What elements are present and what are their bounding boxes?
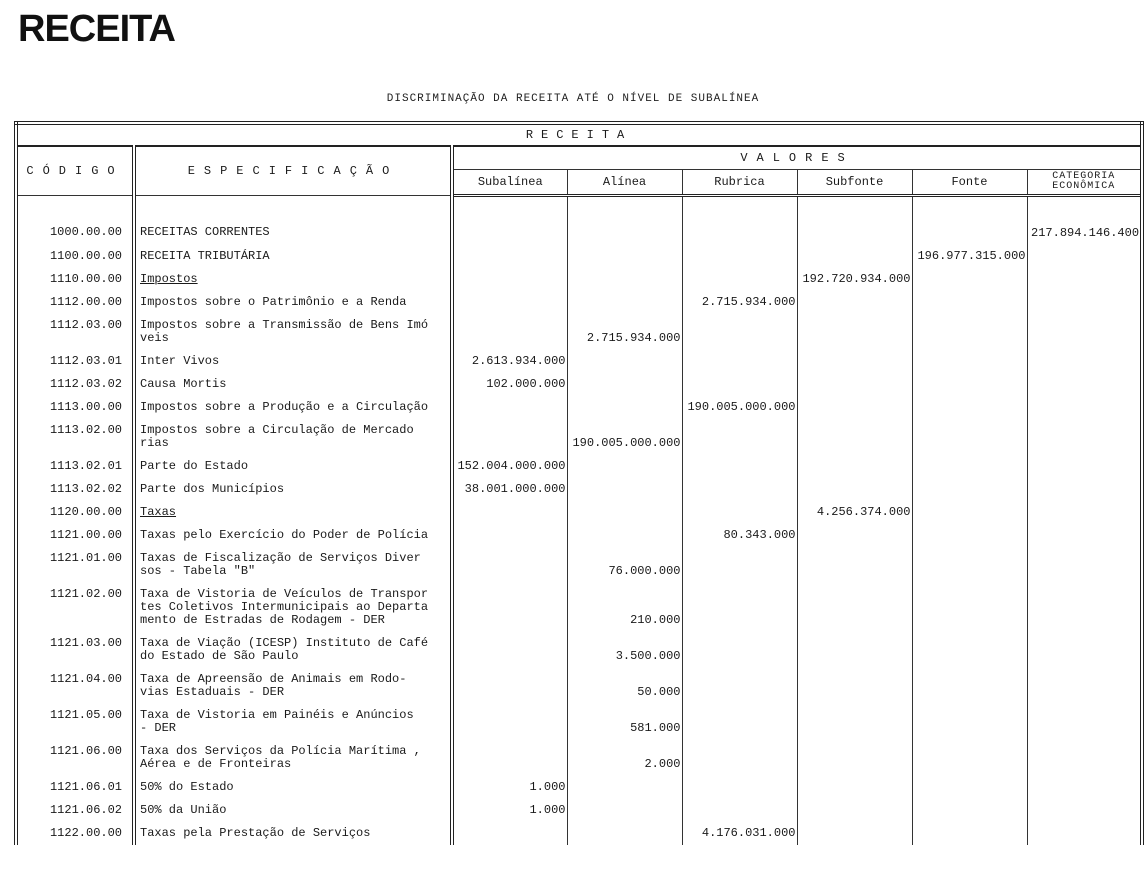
value-fonte bbox=[912, 314, 1027, 350]
spec-line: sos - Tabela "B" bbox=[140, 564, 256, 578]
value-alinea bbox=[567, 196, 682, 246]
value-fonte bbox=[912, 501, 1027, 524]
value-categoria bbox=[1027, 455, 1142, 478]
row-specification bbox=[134, 632, 452, 668]
value-alinea bbox=[567, 524, 682, 547]
row-code: 1113.02.02 bbox=[16, 478, 134, 501]
table-row bbox=[16, 632, 1142, 668]
value-rubrica bbox=[682, 799, 797, 822]
value-categoria bbox=[1027, 632, 1142, 668]
value-fonte bbox=[912, 396, 1027, 419]
spec-line: tes Coletivos Intermunicipais ao Departa bbox=[140, 600, 429, 614]
spec-line: Taxa de Apreensão de Animais em Rodo- bbox=[140, 672, 407, 686]
value-categoria bbox=[1027, 291, 1142, 314]
value-rubrica bbox=[682, 776, 797, 799]
value-fonte bbox=[912, 524, 1027, 547]
value-categoria bbox=[1027, 668, 1142, 704]
row-code: 1000.00.00 bbox=[16, 196, 134, 246]
value-alinea bbox=[567, 291, 682, 314]
alinea-column-header: Alínea bbox=[567, 170, 682, 196]
value-fonte bbox=[912, 668, 1027, 704]
row-code: 1122.00.00 bbox=[16, 822, 134, 845]
row-code: 1121.03.00 bbox=[16, 632, 134, 668]
value-subalinea bbox=[452, 501, 567, 524]
value-subfonte bbox=[797, 419, 912, 455]
value-subalinea bbox=[452, 314, 567, 350]
value-subalinea bbox=[452, 291, 567, 314]
row-code: 1121.05.00 bbox=[16, 704, 134, 740]
value-subfonte bbox=[797, 822, 912, 845]
value-fonte bbox=[912, 740, 1027, 776]
table-row bbox=[16, 396, 1142, 419]
value-alinea: 50.000 bbox=[567, 668, 682, 704]
row-code: 1112.00.00 bbox=[16, 291, 134, 314]
table-row bbox=[16, 196, 1142, 246]
value-subfonte bbox=[797, 291, 912, 314]
row-specification bbox=[134, 547, 452, 583]
spec-line: Inter Vivos bbox=[140, 354, 220, 368]
row-code: 1112.03.00 bbox=[16, 314, 134, 350]
table-row bbox=[16, 822, 1142, 845]
spec-line: Taxas bbox=[140, 505, 177, 519]
value-subalinea bbox=[452, 196, 567, 246]
spec-line: Impostos sobre a Produção e a Circulação bbox=[140, 400, 429, 414]
spec-line: Impostos bbox=[140, 272, 198, 286]
value-categoria: 217.894.146.400 bbox=[1031, 226, 1140, 240]
table-row bbox=[16, 455, 1142, 478]
row-code: 1112.03.01 bbox=[16, 350, 134, 373]
value-fonte: 196.977.315.000 bbox=[912, 245, 1027, 268]
value-rubrica bbox=[682, 245, 797, 268]
table-row bbox=[16, 583, 1142, 632]
spec-line: Impostos sobre a Transmissão de Bens Imó bbox=[140, 318, 429, 332]
value-subfonte bbox=[797, 799, 912, 822]
row-specification bbox=[134, 373, 452, 396]
value-rubrica bbox=[682, 547, 797, 583]
value-categoria bbox=[1027, 799, 1142, 822]
value-subalinea bbox=[452, 704, 567, 740]
value-subalinea bbox=[452, 268, 567, 291]
value-alinea bbox=[567, 396, 682, 419]
value-rubrica bbox=[682, 740, 797, 776]
table-row bbox=[16, 776, 1142, 799]
value-subalinea bbox=[452, 632, 567, 668]
spec-line: 50% do Estado bbox=[140, 780, 234, 794]
value-subalinea bbox=[452, 822, 567, 845]
row-code: 1112.03.02 bbox=[16, 373, 134, 396]
value-categoria bbox=[1027, 314, 1142, 350]
spec-line: Impostos sobre a Circulação de Mercado bbox=[140, 423, 414, 437]
value-subfonte bbox=[797, 245, 912, 268]
spec-line: - DER bbox=[140, 721, 177, 735]
value-categoria bbox=[1027, 373, 1142, 396]
spec-line: vias Estaduais - DER bbox=[140, 685, 285, 699]
value-alinea: 76.000.000 bbox=[567, 547, 682, 583]
spec-line: Taxa dos Serviços da Polícia Marítima , bbox=[140, 744, 421, 758]
value-alinea bbox=[567, 776, 682, 799]
spec-line: Taxa de Viação (ICESP) Instituto de Café bbox=[140, 636, 429, 650]
table-row bbox=[16, 668, 1142, 704]
value-rubrica bbox=[682, 501, 797, 524]
value-fonte bbox=[912, 350, 1027, 373]
value-subfonte bbox=[797, 478, 912, 501]
value-fonte bbox=[912, 196, 1027, 246]
value-subfonte bbox=[797, 455, 912, 478]
value-subalinea: 1.000 bbox=[452, 799, 567, 822]
value-alinea bbox=[567, 799, 682, 822]
row-code: 1110.00.00 bbox=[16, 268, 134, 291]
value-subalinea bbox=[452, 524, 567, 547]
value-subfonte bbox=[797, 704, 912, 740]
row-specification bbox=[134, 799, 452, 822]
row-specification bbox=[134, 455, 452, 478]
value-fonte bbox=[912, 632, 1027, 668]
spec-line: Taxa de Vistoria de Veículos de Transpor bbox=[140, 587, 429, 601]
value-alinea: 3.500.000 bbox=[567, 632, 682, 668]
value-subalinea bbox=[452, 245, 567, 268]
row-specification bbox=[134, 291, 452, 314]
row-specification bbox=[134, 314, 452, 350]
value-rubrica bbox=[682, 350, 797, 373]
spec-line: RECEITA TRIBUTÁRIA bbox=[140, 249, 270, 263]
value-subalinea: 2.613.934.000 bbox=[452, 350, 567, 373]
value-alinea bbox=[567, 350, 682, 373]
value-rubrica: 2.715.934.000 bbox=[682, 291, 797, 314]
value-categoria bbox=[1027, 776, 1142, 799]
subalinea-column-header: Subalínea bbox=[452, 170, 567, 196]
row-specification bbox=[134, 524, 452, 547]
value-subfonte bbox=[797, 196, 912, 246]
value-subfonte bbox=[797, 668, 912, 704]
row-code: 1113.00.00 bbox=[16, 396, 134, 419]
spec-line: Parte do Estado bbox=[140, 459, 249, 473]
value-alinea bbox=[567, 501, 682, 524]
value-fonte bbox=[912, 291, 1027, 314]
table-row bbox=[16, 799, 1142, 822]
spec-line: Causa Mortis bbox=[140, 377, 227, 391]
value-subalinea: 102.000.000 bbox=[452, 373, 567, 396]
value-rubrica: 80.343.000 bbox=[682, 524, 797, 547]
row-specification bbox=[134, 245, 452, 268]
values-header: VALORES bbox=[452, 146, 1142, 170]
row-specification bbox=[134, 704, 452, 740]
rubrica-column-header: Rubrica bbox=[682, 170, 797, 196]
table-row bbox=[16, 245, 1142, 268]
row-specification bbox=[134, 350, 452, 373]
fonte-column-header: Fonte bbox=[912, 170, 1027, 196]
value-alinea bbox=[567, 245, 682, 268]
value-subalinea bbox=[452, 547, 567, 583]
value-subalinea bbox=[452, 740, 567, 776]
table-row bbox=[16, 501, 1142, 524]
value-subalinea: 1.000 bbox=[452, 776, 567, 799]
row-code: 1121.00.00 bbox=[16, 524, 134, 547]
table-row bbox=[16, 314, 1142, 350]
row-specification bbox=[134, 419, 452, 455]
value-alinea: 2.715.934.000 bbox=[567, 314, 682, 350]
table-row bbox=[16, 419, 1142, 455]
spec-line: do Estado de São Paulo bbox=[140, 649, 299, 663]
receita-header: RECEITA bbox=[16, 123, 1142, 146]
value-fonte bbox=[912, 268, 1027, 291]
categoria-column-header: CATEGORIA ECONÔMICA bbox=[1027, 170, 1142, 196]
value-categoria bbox=[1027, 245, 1142, 268]
spec-line: RECEITAS CORRENTES bbox=[140, 225, 270, 239]
spec-line: mento de Estradas de Rodagem - DER bbox=[140, 613, 385, 627]
spec-line: Impostos sobre o Patrimônio e a Renda bbox=[140, 295, 407, 309]
value-rubrica bbox=[682, 455, 797, 478]
value-fonte bbox=[912, 799, 1027, 822]
value-rubrica bbox=[682, 668, 797, 704]
table-row bbox=[16, 547, 1142, 583]
value-subfonte bbox=[797, 547, 912, 583]
value-subfonte bbox=[797, 314, 912, 350]
value-rubrica: 4.176.031.000 bbox=[682, 822, 797, 845]
value-categoria bbox=[1027, 478, 1142, 501]
value-categoria bbox=[1027, 822, 1142, 845]
value-categoria bbox=[1027, 350, 1142, 373]
row-code: 1121.01.00 bbox=[16, 547, 134, 583]
row-specification bbox=[134, 478, 452, 501]
spec-line: Aérea e de Fronteiras bbox=[140, 757, 292, 771]
spec-column-header: ESPECIFICAÇÃO bbox=[134, 146, 452, 196]
value-subalinea bbox=[452, 396, 567, 419]
row-code: 1121.06.02 bbox=[16, 799, 134, 822]
value-alinea: 2.000 bbox=[567, 740, 682, 776]
value-subfonte: 4.256.374.000 bbox=[797, 501, 912, 524]
value-rubrica bbox=[682, 373, 797, 396]
value-rubrica bbox=[682, 196, 797, 246]
value-alinea bbox=[567, 373, 682, 396]
table-row bbox=[16, 373, 1142, 396]
row-code: 1113.02.01 bbox=[16, 455, 134, 478]
value-categoria bbox=[1027, 268, 1142, 291]
table-subtitle: DISCRIMINAÇÃO DA RECEITA ATÉ O NÍVEL DE SUBALÍNEA bbox=[386, 93, 760, 105]
value-fonte bbox=[912, 373, 1027, 396]
value-rubrica: 190.005.000.000 bbox=[682, 396, 797, 419]
value-categoria bbox=[1027, 740, 1142, 776]
row-code: 1121.02.00 bbox=[16, 583, 134, 632]
row-code: 1100.00.00 bbox=[16, 245, 134, 268]
value-subfonte bbox=[797, 632, 912, 668]
spec-line: Taxa de Vistoria em Painéis e Anúncios bbox=[140, 708, 414, 722]
value-categoria bbox=[1027, 396, 1142, 419]
table-row bbox=[16, 704, 1142, 740]
row-code: 1121.04.00 bbox=[16, 668, 134, 704]
value-rubrica bbox=[682, 478, 797, 501]
value-subalinea bbox=[452, 668, 567, 704]
value-alinea: 190.005.000.000 bbox=[567, 419, 682, 455]
value-subfonte bbox=[797, 524, 912, 547]
value-subfonte bbox=[797, 396, 912, 419]
value-alinea bbox=[567, 268, 682, 291]
page-title: RECEITA bbox=[18, 8, 175, 50]
value-subfonte bbox=[797, 373, 912, 396]
table-row bbox=[16, 524, 1142, 547]
value-categoria bbox=[1027, 419, 1142, 455]
value-categoria bbox=[1027, 583, 1142, 632]
revenue-table bbox=[14, 121, 1144, 845]
value-rubrica bbox=[682, 583, 797, 632]
spec-line: veis bbox=[140, 331, 169, 345]
value-fonte bbox=[912, 478, 1027, 501]
value-fonte bbox=[912, 776, 1027, 799]
row-specification bbox=[134, 396, 452, 419]
row-specification bbox=[134, 776, 452, 799]
value-subalinea: 38.001.000.000 bbox=[452, 478, 567, 501]
value-alinea bbox=[567, 455, 682, 478]
row-code: 1121.06.01 bbox=[16, 776, 134, 799]
table-row bbox=[16, 268, 1142, 291]
value-fonte bbox=[912, 547, 1027, 583]
row-specification bbox=[134, 668, 452, 704]
row-specification bbox=[134, 268, 452, 291]
table-row bbox=[16, 478, 1142, 501]
value-fonte bbox=[912, 822, 1027, 845]
value-rubrica bbox=[682, 268, 797, 291]
value-categoria bbox=[1027, 524, 1142, 547]
value-fonte bbox=[912, 419, 1027, 455]
table-row bbox=[16, 350, 1142, 373]
row-code: 1121.06.00 bbox=[16, 740, 134, 776]
value-categoria bbox=[1027, 704, 1142, 740]
value-fonte bbox=[912, 583, 1027, 632]
code-column-header: CÓDIGO bbox=[16, 146, 134, 196]
value-alinea bbox=[567, 478, 682, 501]
value-subfonte bbox=[797, 583, 912, 632]
spec-line: Taxas de Fiscalização de Serviços Diver bbox=[140, 551, 421, 565]
value-fonte bbox=[912, 455, 1027, 478]
row-specification bbox=[134, 501, 452, 524]
table-body bbox=[16, 196, 1142, 846]
value-alinea bbox=[567, 822, 682, 845]
value-subfonte bbox=[797, 776, 912, 799]
row-specification bbox=[134, 740, 452, 776]
value-rubrica bbox=[682, 632, 797, 668]
row-specification bbox=[134, 583, 452, 632]
value-subfonte: 192.720.934.000 bbox=[797, 268, 912, 291]
value-subalinea: 152.004.000.000 bbox=[452, 455, 567, 478]
value-alinea: 581.000 bbox=[567, 704, 682, 740]
value-categoria bbox=[1027, 547, 1142, 583]
spec-line: 50% da União bbox=[140, 803, 227, 817]
value-subfonte bbox=[797, 740, 912, 776]
value-subfonte bbox=[797, 350, 912, 373]
row-specification bbox=[134, 822, 452, 845]
value-rubrica bbox=[682, 419, 797, 455]
spec-line: rias bbox=[140, 436, 169, 450]
value-alinea: 210.000 bbox=[567, 583, 682, 632]
value-subalinea bbox=[452, 419, 567, 455]
subfonte-column-header: Subfonte bbox=[797, 170, 912, 196]
row-specification bbox=[134, 196, 452, 246]
value-subalinea bbox=[452, 583, 567, 632]
table-row bbox=[16, 291, 1142, 314]
spec-line: Taxas pelo Exercício do Poder de Polícia bbox=[140, 528, 429, 542]
spec-line: Taxas pela Prestação de Serviços bbox=[140, 826, 371, 840]
value-rubrica bbox=[682, 704, 797, 740]
value-rubrica bbox=[682, 314, 797, 350]
table-row bbox=[16, 740, 1142, 776]
value-categoria bbox=[1027, 501, 1142, 524]
spec-line: Parte dos Municípios bbox=[140, 482, 285, 496]
row-code: 1113.02.00 bbox=[16, 419, 134, 455]
row-code: 1120.00.00 bbox=[16, 501, 134, 524]
value-fonte bbox=[912, 704, 1027, 740]
